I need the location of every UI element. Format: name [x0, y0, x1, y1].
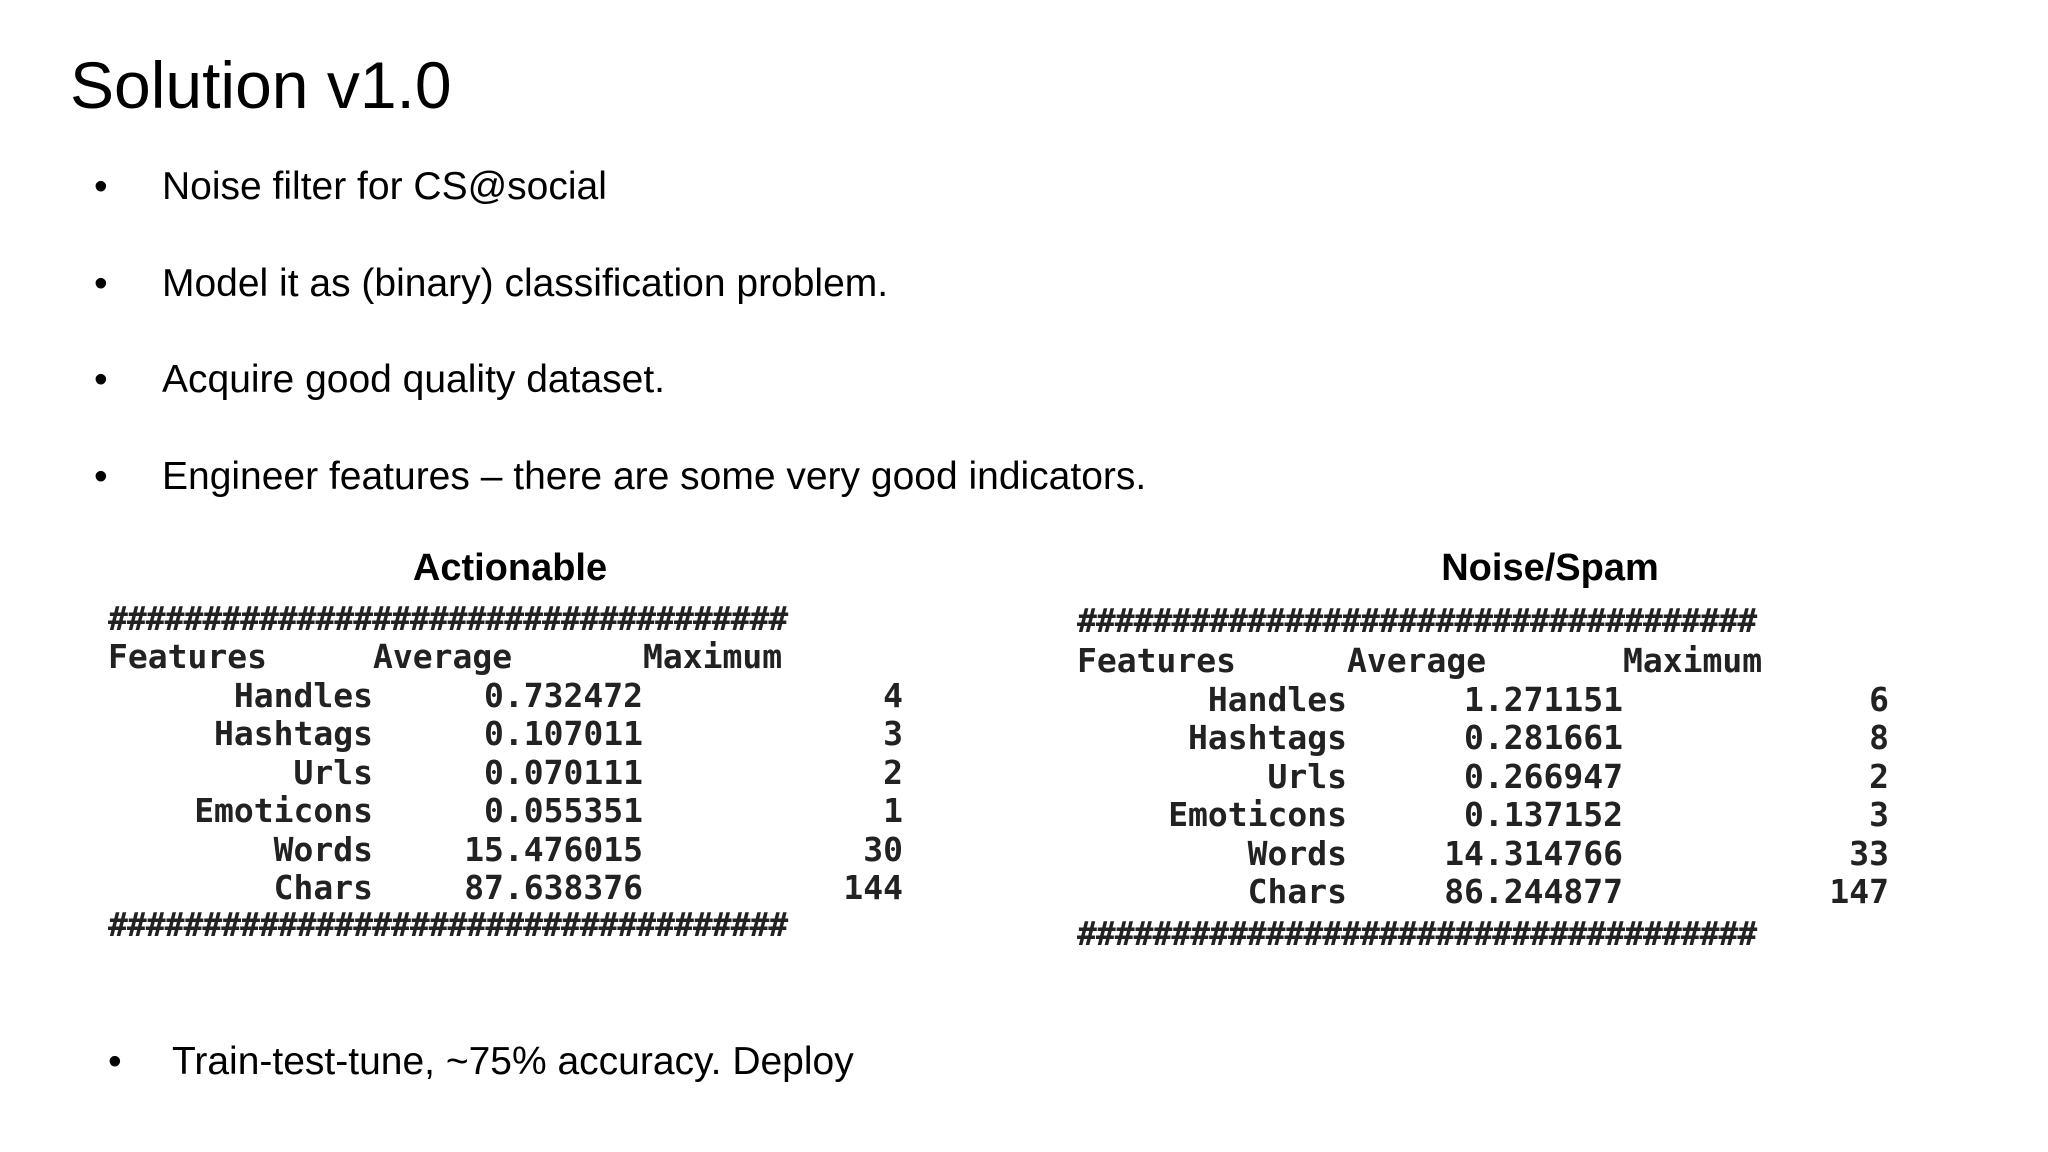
table-row: [108, 677, 903, 716]
table-row: [1077, 719, 1889, 758]
actionable-stats-table: [108, 638, 903, 908]
separator-line: ####################################: [1077, 604, 1757, 638]
table-row: [108, 715, 903, 754]
feature-cell: Handles: [1207, 679, 1347, 719]
noise-spam-stats-table: [1077, 642, 1889, 912]
table-row: [108, 831, 903, 870]
maximum-cell: 2: [883, 752, 903, 792]
bullet-text: Train-test-tune, ~75% accuracy. Deploy: [172, 1040, 854, 1083]
separator-line: ####################################: [108, 908, 788, 942]
table-row: [108, 792, 903, 831]
average-cell: 0.107011: [484, 714, 643, 753]
column-header: Maximum: [1623, 641, 1763, 680]
feature-cell: Handles: [233, 675, 373, 715]
average-cell: 14.314766: [1444, 833, 1623, 873]
bullet-marker: •: [94, 262, 108, 305]
maximum-cell: 1: [883, 791, 903, 830]
maximum-cell: 6: [1869, 679, 1889, 719]
actionable-stats-panel: [108, 602, 956, 954]
feature-cell: Urls: [293, 752, 373, 792]
feature-cell: Hashtags: [1188, 718, 1347, 757]
table-row: [1077, 835, 1889, 874]
maximum-cell: 8: [1869, 718, 1889, 757]
table-row: [1077, 796, 1889, 835]
bullet-marker: •: [94, 358, 108, 401]
table-row: [1077, 758, 1889, 797]
average-cell: 0.055351: [484, 791, 643, 830]
feature-cell: Emoticons: [194, 791, 373, 830]
column-header: Average: [373, 637, 513, 676]
bullet-marker: •: [94, 165, 108, 208]
feature-cell: Chars: [1247, 872, 1347, 911]
table-row: [1077, 681, 1889, 720]
bullet-marker: •: [108, 1040, 122, 1083]
column-header: Average: [1347, 641, 1487, 680]
column-header: Features: [108, 637, 267, 676]
average-cell: 0.266947: [1464, 756, 1623, 796]
average-cell: 0.070111: [484, 752, 643, 792]
feature-cell: Urls: [1267, 756, 1347, 796]
bullet-marker: •: [94, 455, 108, 498]
actionable-heading: Actionable: [412, 547, 608, 589]
column-header: Features: [1077, 641, 1236, 680]
maximum-cell: 2: [1869, 756, 1889, 796]
table-row: [108, 754, 903, 793]
column-header: Maximum: [643, 637, 783, 676]
maximum-cell: 30: [863, 829, 903, 869]
average-cell: 86.244877: [1444, 872, 1623, 911]
average-cell: 0.281661: [1464, 718, 1623, 757]
feature-cell: Words: [1247, 833, 1347, 873]
slide-title: Solution v1.0: [70, 48, 452, 122]
table-header-row: [108, 638, 903, 677]
table-row: [1077, 873, 1889, 912]
average-cell: 0.732472: [484, 675, 643, 715]
maximum-cell: 3: [883, 714, 903, 753]
bullet-text: Engineer features – there are some very good indicators.: [162, 455, 1147, 498]
maximum-cell: 33: [1849, 833, 1889, 873]
feature-cell: Chars: [273, 868, 373, 907]
feature-cell: Emoticons: [1168, 795, 1347, 834]
noise-spam-stats-panel: [1077, 604, 1947, 960]
separator-line: ####################################: [1077, 917, 1757, 951]
average-cell: 0.137152: [1464, 795, 1623, 834]
table-row: [108, 869, 903, 908]
maximum-cell: 4: [883, 675, 903, 715]
maximum-cell: 3: [1869, 795, 1889, 834]
maximum-cell: 144: [843, 868, 903, 907]
maximum-cell: 147: [1829, 872, 1889, 911]
average-cell: 15.476015: [464, 829, 643, 869]
bullet-text: Model it as (binary) classification problem.: [162, 262, 889, 305]
bullet-text: Noise filter for CS@social: [162, 165, 607, 208]
feature-cell: Hashtags: [214, 714, 373, 753]
separator-line: ####################################: [108, 602, 788, 636]
table-header-row: [1077, 642, 1889, 681]
average-cell: 1.271151: [1464, 679, 1623, 719]
bullet-text: Acquire good quality dataset.: [162, 358, 666, 401]
average-cell: 87.638376: [464, 868, 643, 907]
feature-cell: Words: [273, 829, 373, 869]
noise-spam-heading: Noise/Spam: [1441, 547, 1659, 589]
